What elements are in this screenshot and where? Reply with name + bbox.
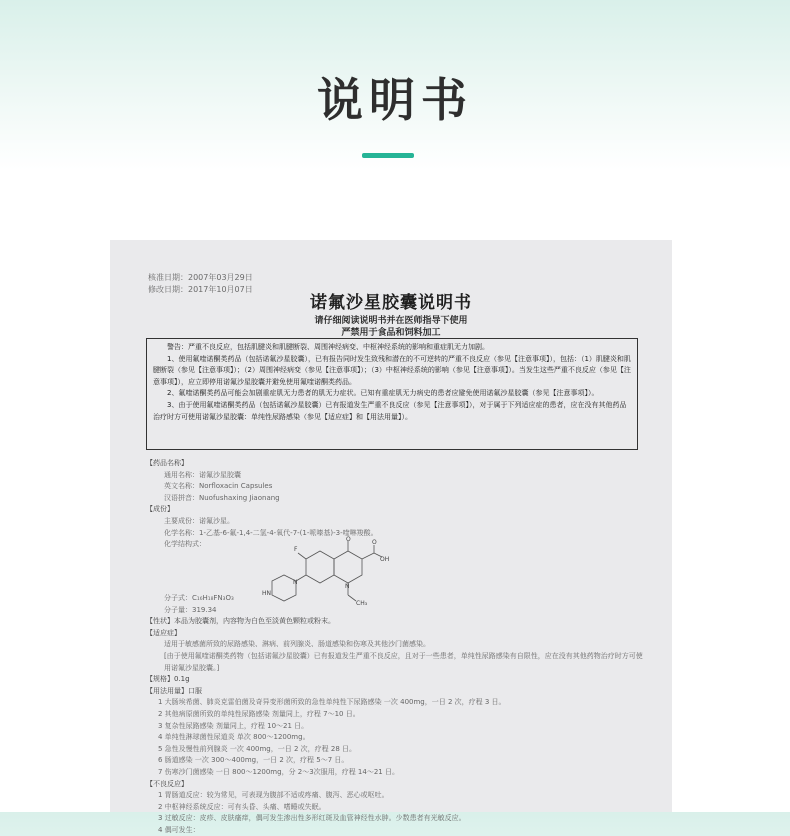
svg-text:O: O: [346, 536, 351, 543]
section-heading: 【药品名称】: [146, 459, 188, 467]
dosage-item: 7 伤寒沙门菌感染 一日 800～1200mg，分 2～3次服用，疗程 14～21 日。: [158, 767, 399, 776]
properties: 【性状】本品为胶囊剂，内容物为白色至淡黄色颗粒或粉末。: [146, 617, 335, 626]
molecular-weight: 分子量：319.34: [164, 605, 217, 614]
section-heading: 【不良反应】: [146, 779, 188, 788]
english-name: 英文名称：Norfloxacin Capsules: [164, 482, 273, 491]
adverse-item: 4 偶可发生：: [158, 825, 200, 834]
svg-text:N: N: [345, 583, 350, 590]
approval-date: 核准日期：2007年03月29日: [148, 273, 253, 282]
leaflet-title: 诺氟沙星胶囊说明书: [310, 293, 472, 313]
svg-text:CH₃: CH₃: [356, 600, 368, 607]
drug-info-upper: [146, 458, 646, 551]
leaflet-subtitle-1: 请仔细阅读说明书并在医师指导下使用: [314, 316, 468, 326]
molecular-formula: 分子式：C₁₆H₁₈FN₃O₃: [164, 594, 234, 602]
drug-info-lower: [146, 593, 646, 836]
dosage-item: 1 大肠埃希菌、肺炎克雷伯菌及奇异变形菌所致的急性单纯性下尿路感染 一次 400mg，一日 2 次，疗程 3 日。: [158, 698, 506, 707]
svg-text:O: O: [372, 539, 377, 546]
generic-name: 通用名称：诺氟沙星胶囊: [164, 470, 241, 479]
dosage-item: 3 复杂性尿路感染 剂量同上，疗程 10～21 日。: [158, 721, 309, 730]
adverse-item: 2 中枢神经系统反应：可有头昏、头痛、嗜睡或失眠。: [158, 802, 326, 811]
warning-line: 1、使用氟喹诺酮类药品（包括诺氟沙星胶囊），已有报告同时发生致残和潜在的不可逆转的严重不良反应（参见【注意事项】），包括：（1）肌腱炎和肌腱断裂（参见【注意事项】）；（2）周围神经病变（参见【注意事项】）；（3）中枢神经系统的影响（参见【注意事项】）。当发生这些严重不良反应（参见【注意事项】），应立即停用诺氟沙星胶囊并避免使用氟喹诺酮类药品。: [153, 354, 631, 386]
dosage-item: 6 肠道感染 一次 300～400mg，一日 2 次，疗程 5～7 日。: [158, 756, 349, 765]
page-title: 说明书: [317, 73, 473, 127]
warning-line: 3、由于使用氟喹诺酮类药品（包括诺氟沙星胶囊）已有报道发生严重不良反应（参见【注意事项】），对于属于下列适应症的患者，应在没有其他药品治疗时方可使用诺氟沙星胶囊：单纯性尿路感染（参见【适应症】和【用法用量】）。: [153, 400, 627, 421]
svg-text:OH: OH: [380, 556, 390, 563]
dosage-item: 5 急性及慢性前列腺炎 一次 400mg，一日 2 次，疗程 28 日。: [158, 744, 357, 753]
main-ingredient: 主要成份：诺氟沙星。: [164, 516, 234, 525]
svg-text:N: N: [293, 579, 298, 586]
revision-date: 修改日期：2017年10月07日: [148, 285, 253, 294]
boxed-warning: [146, 338, 638, 450]
svg-text:HN: HN: [262, 590, 271, 597]
indications-note: [由于使用氟喹诺酮类药物（包括诺氟沙星胶囊）已有报道发生严重不良反应，且对于一些患者，单纯性尿路感染有自限性，应在没有其他药物治疗时方可使用诺氟沙星胶囊。]: [164, 651, 643, 672]
warning-line: 警告：严重不良反应，包括肌腱炎和肌腱断裂、周围神经病变、中枢神经系统的影响和重症肌无力加剧。: [167, 343, 489, 351]
title-underline: [362, 153, 414, 158]
adverse-item: 1 胃肠道反应：较为常见，可表现为腹部不适或疼痛、腹泻、恶心或呕吐。: [158, 791, 389, 800]
warning-line: 2、氟喹诺酮类药品可能会加剧重症肌无力患者的肌无力症状。已知有重症肌无力病史的患者应避免使用诺氟沙星胶囊（参见【注意事项】）。: [167, 389, 599, 398]
section-heading: 【用法用量】口服: [146, 686, 202, 695]
structure-label: 化学结构式：: [164, 540, 206, 549]
chemical-name: 化学名称：1-乙基-6-氟-1,4-二氢-4-氧代-7-(1-哌嗪基)-3-喹啉羧酸。: [164, 528, 378, 537]
svg-text:F: F: [294, 546, 298, 553]
section-heading: 【成份】: [146, 505, 174, 514]
leaflet-subtitle-2: 严禁用于食品和饲料加工: [341, 328, 441, 338]
indications-text: 适用于敏感菌所致的尿路感染、淋病、前列腺炎、肠道感染和伤寒及其他沙门菌感染。: [164, 640, 430, 649]
specification: 【规格】0.1g: [146, 675, 190, 684]
section-heading: 【适应症】: [146, 628, 181, 637]
adverse-item: 3 过敏反应：皮疹、皮肤瘙痒，偶可发生渗出性多形红斑及血管神经性水肿。少数患者有光敏反应。: [158, 814, 466, 823]
leaflet-scan: [110, 240, 672, 834]
pinyin-name: 汉语拼音：Nuofushaxing Jiaonang: [164, 493, 280, 502]
dosage-item: 4 单纯性淋球菌性尿道炎 单次 800～1200mg。: [158, 733, 310, 742]
dosage-item: 2 其他病原菌所致的单纯性尿路感染 剂量同上，疗程 7～10 日。: [158, 709, 360, 718]
